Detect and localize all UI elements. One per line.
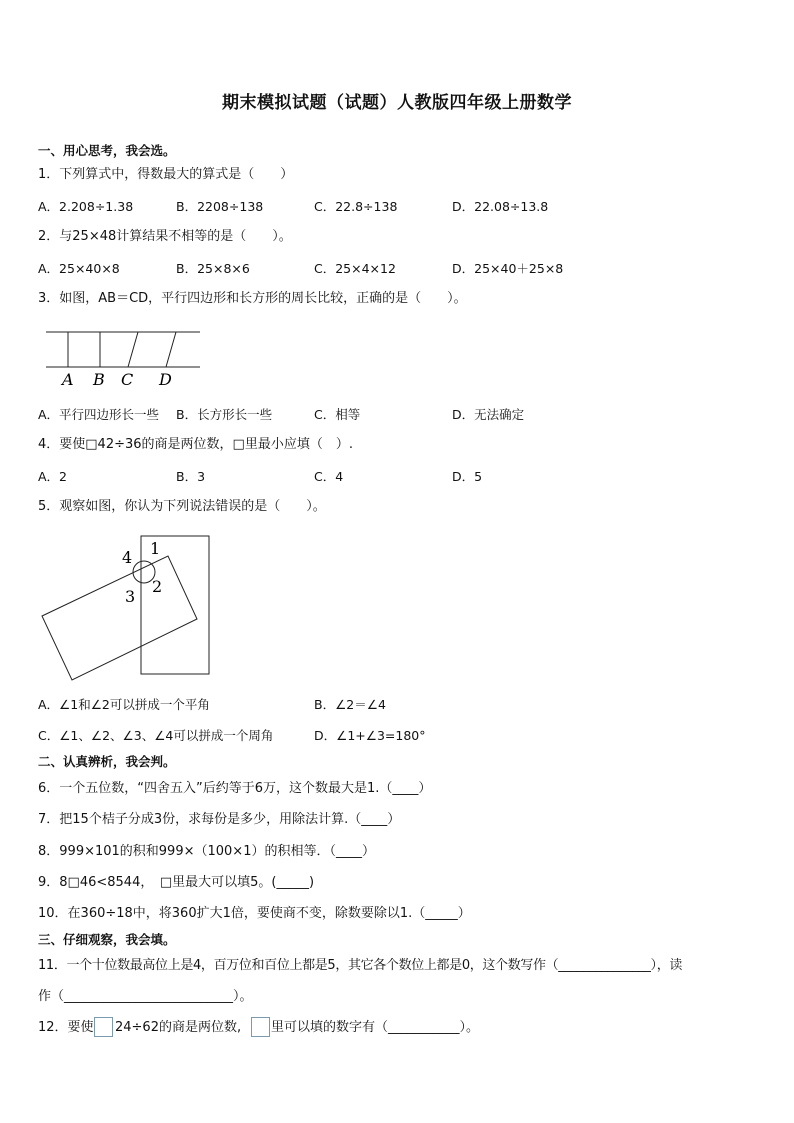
question-4-option-a: A．2 xyxy=(38,469,68,484)
question-2-option-c: C．25×4×12 xyxy=(314,261,396,276)
question-4-option-d: D．5 xyxy=(452,469,483,484)
question-8: 8．999×101的积和999×（100×1）的积相等．（____） xyxy=(38,844,375,859)
question-12-box-2 xyxy=(251,1017,270,1037)
question-12-part-3: 里可以填的数字有（___________）。 xyxy=(271,1020,480,1035)
segment-d xyxy=(166,332,176,367)
page-title: 期末模拟试题（试题）人教版四年级上册数学 xyxy=(222,93,572,113)
angle-label-3: 3 xyxy=(125,587,136,606)
question-7: 7．把15个桔子分成3份，求每份是多少，用除法计算.（____） xyxy=(38,812,401,827)
tilted-rectangle xyxy=(42,556,197,680)
question-11-line-2: 作（__________________________）。 xyxy=(38,989,253,1004)
question-1-option-b: B．2208÷138 xyxy=(176,199,264,214)
label-a: A xyxy=(62,370,74,389)
question-1-stem: 1．下列算式中，得数最大的算式是（ ） xyxy=(38,167,294,182)
question-2-option-b: B．25×8×6 xyxy=(176,261,250,276)
question-9: 9．8□46<8544， □里最大可以填5。(_____) xyxy=(38,875,315,890)
question-1-option-d: D．22.08÷13.8 xyxy=(452,199,549,214)
question-11-line-1: 11．一个十位数最高位上是4，百万位和百位上都是5，其它各个数位上都是0，这个数写作（_______________），读 xyxy=(38,958,683,973)
question-2-option-d: D．25×40＋25×8 xyxy=(452,261,564,276)
question-5-option-c: C．∠1、∠2、∠3、∠4可以拼成一个周角 xyxy=(38,728,274,743)
question-3-option-b: B．长方形长一些 xyxy=(176,407,273,422)
question-5-option-a: A．∠1和∠2可以拼成一个平角 xyxy=(38,697,210,712)
question-5-option-d: D．∠1+∠3=180° xyxy=(314,728,426,743)
section-heading-2: 二、认真辨析，我会判。 xyxy=(38,754,176,769)
question-12-part-2: 24÷62的商是两位数, xyxy=(115,1020,242,1035)
question-2-option-a: A．25×40×8 xyxy=(38,261,120,276)
angle-label-1: 1 xyxy=(150,539,161,558)
angle-label-4: 4 xyxy=(122,548,133,567)
question-6: 6．一个五位数，“四舍五入”后约等于6万，这个数最大是1.（____） xyxy=(38,781,432,796)
question-10: 10．在360÷18中，将360扩大1倍，要使商不变，除数要除以1.（_____） xyxy=(38,906,471,921)
question-3-option-a: A．平行四边形长一些 xyxy=(38,407,160,422)
question-4-stem: 4．要使□42÷36的商是两位数，□里最小应填（ ）. xyxy=(38,437,353,452)
question-4-option-c: C．4 xyxy=(314,469,344,484)
section-heading-1: 一、用心思考，我会选。 xyxy=(38,143,176,158)
question-2-stem: 2．与25×48计算结果不相等的是（ ）。 xyxy=(38,229,292,244)
question-5-figure xyxy=(40,534,220,679)
label-d: D xyxy=(159,370,172,389)
question-5-option-b: B．∠2＝∠4 xyxy=(314,697,386,712)
question-4-option-b: B．3 xyxy=(176,469,206,484)
question-12-box-1 xyxy=(94,1017,113,1037)
question-3-option-c: C．相等 xyxy=(314,407,361,422)
question-3-option-d: D．无法确定 xyxy=(452,407,525,422)
section-heading-3: 三、仔细观察，我会填。 xyxy=(38,932,176,947)
angle-label-2: 2 xyxy=(152,577,163,596)
question-3-stem: 3．如图，AB＝CD，平行四边形和长方形的周长比较，正确的是（ ）。 xyxy=(38,291,467,306)
segment-c xyxy=(128,332,138,367)
label-b: B xyxy=(93,370,105,389)
question-5-stem: 5．观察如图，你认为下列说法错误的是（ ）。 xyxy=(38,499,326,514)
question-1-option-a: A．2.208÷1.38 xyxy=(38,199,134,214)
question-12-part-1: 12．要使 xyxy=(38,1020,94,1035)
question-3-figure xyxy=(40,326,210,388)
label-c: C xyxy=(121,370,134,389)
question-1-option-c: C．22.8÷138 xyxy=(314,199,398,214)
